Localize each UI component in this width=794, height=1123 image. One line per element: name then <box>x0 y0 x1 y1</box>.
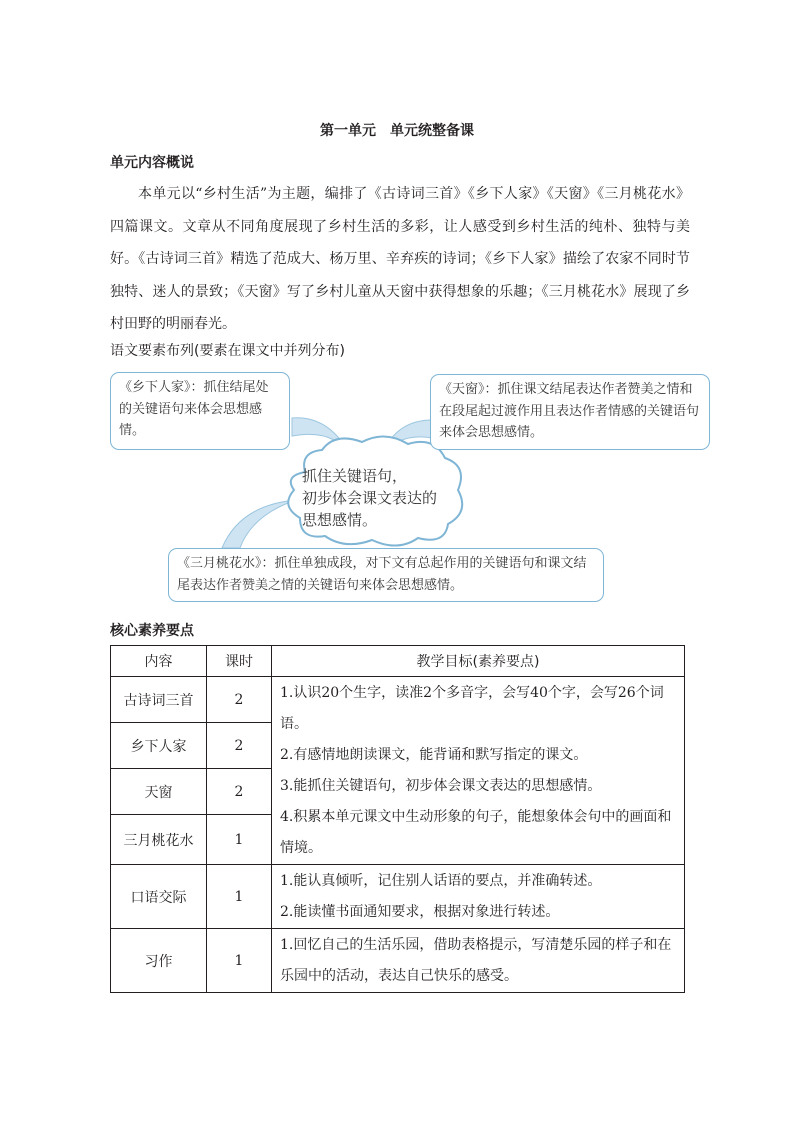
core-literacy-table <box>110 645 685 993</box>
content-cell: 三月桃花水 <box>111 815 207 865</box>
connector-bottom <box>222 500 296 548</box>
page-title: 第一单元 单元统整备课 <box>320 123 474 139</box>
core-heading: 核心素养要点 <box>110 623 194 639</box>
elements-heading: 语文要素布列(要素在课文中并列分布) <box>110 343 345 359</box>
bubble-tianchuang: 《天窗》：抓住课文结尾表达作者赞美之情和在段尾起过渡作用且表达作者情感的关键语句来体会思想感情。 <box>430 374 710 450</box>
content-cell: 乡下人家 <box>111 723 207 769</box>
table-row <box>111 865 685 929</box>
goal-item: 1.认识20个生字，读准2个多音字，会写40个字，会写26个词语。 <box>280 684 664 732</box>
table-row <box>111 929 685 993</box>
hours-cell: 1 <box>207 929 272 993</box>
hours-cell: 1 <box>207 865 272 929</box>
goal-item: 2.能读懂书面通知要求，根据对象进行转述。 <box>280 903 560 920</box>
header-goals: 教学目标(素养要点) <box>272 646 685 677</box>
bubble-sanyue-taohuashui: 《三月桃花水》：抓住单独成段，对下文有总起作用的关键语句和课文结尾表达作者赞美之情的关键语句来体会思想感情。 <box>168 548 604 602</box>
content-cell: 习作 <box>111 929 207 993</box>
goal-item: 2.有感情地朗读课文，能背诵和默写指定的课文。 <box>280 746 588 763</box>
hours-cell: 2 <box>207 677 272 723</box>
hours-cell: 1 <box>207 815 272 865</box>
overview-heading: 单元内容概说 <box>110 155 194 171</box>
center-line: 初步体会课文表达的 <box>302 489 438 507</box>
table-header-row <box>111 646 685 677</box>
goal-item: 1.回忆自己的生活乐园，借助表格提示，写清楚乐园的样子和在乐园中的活动，表达自己快乐的感受。 <box>280 936 672 984</box>
goal-item: 3.能抓住关键语句，初步体会课文表达的思想感情。 <box>280 777 602 794</box>
center-line: 思想感情。 <box>302 511 378 529</box>
center-cloud-text <box>302 465 462 531</box>
hours-cell: 2 <box>207 769 272 815</box>
hours-cell: 2 <box>207 723 272 769</box>
content-cell: 天窗 <box>111 769 207 815</box>
content-cell: 口语交际 <box>111 865 207 929</box>
overview-paragraph: 本单元以“乡村生活”为主题，编排了《古诗词三首》《乡下人家》《天窗》《三月桃花水》四篇课文。文章从不同角度展现了乡村生活的多彩，让人感受到乡村生活的纯朴、独特与美好。《古诗词三首》精选了范成大、杨万里、辛弃疾的诗词；《乡下人家》描绘了农家不同时节独特、迷人的景致；《天窗》写了乡村儿童从天窗中获得想象的乐趣；《三月桃花水》展现了乡村田野的明丽春光。 <box>110 186 690 332</box>
oral-goals-cell <box>272 865 685 929</box>
goal-item: 1.能认真倾听，记住别人话语的要点，并准确转述。 <box>280 872 602 889</box>
goal-item: 4.积累本单元课文中生动形象的句子，能想象体会句中的画面和情境。 <box>280 808 672 856</box>
reading-goals-cell <box>272 677 685 865</box>
writing-goals-cell <box>272 929 685 993</box>
table-row <box>111 677 685 723</box>
header-hours: 课时 <box>207 646 272 677</box>
bubble-xiaxia-renjia: 《乡下人家》：抓住结尾处的关键语句来体会思想感情。 <box>110 372 290 450</box>
center-line: 抓住关键语句， <box>302 467 408 485</box>
content-cell: 古诗词三首 <box>111 677 207 723</box>
header-content: 内容 <box>111 646 207 677</box>
